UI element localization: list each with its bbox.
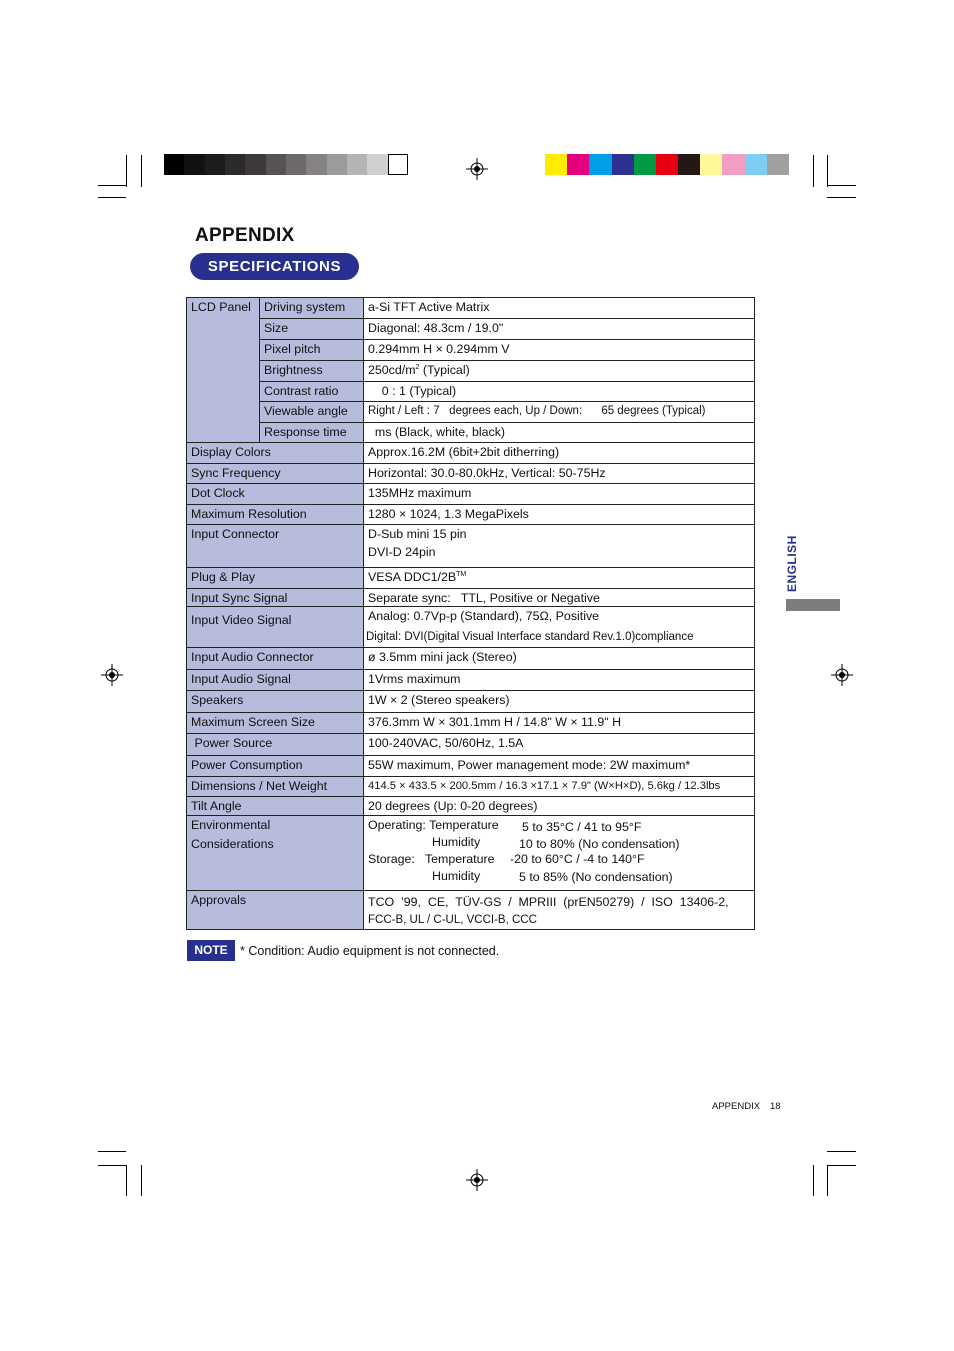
environmental-values: Operating: Temperature 5 to 35°C / 41 to 95°F Humidity 10 to 80% (No condensation) Storage: Temperature -20 to 60°C / -4 to 140°F Humidity 5 to 85% (No condensation)	[364, 816, 755, 891]
table-row	[187, 525, 755, 568]
spec-sublabel: Response time	[260, 423, 364, 443]
crop-mark	[813, 1165, 814, 1196]
crop-mark	[98, 197, 126, 198]
spec-value: 0 : 1 (Typical)	[364, 382, 755, 402]
table-row	[187, 402, 755, 423]
spec-label: Dimensions / Net Weight	[187, 777, 364, 797]
spec-label: Tilt Angle	[187, 797, 364, 816]
table-row	[187, 777, 755, 797]
table-row	[187, 340, 755, 361]
spec-label: Speakers	[187, 691, 364, 713]
table-row	[187, 607, 755, 648]
spec-label: Input Video Signal	[187, 607, 364, 648]
note-text: * Condition: Audio equipment is not connected.	[240, 944, 500, 958]
spec-value: 55W maximum, Power management mode: 2W maximum*	[364, 756, 755, 777]
table-row	[187, 484, 755, 505]
spec-sublabel: Brightness	[260, 361, 364, 382]
table-row	[187, 756, 755, 777]
section-pill: SPECIFICATIONS	[190, 253, 359, 280]
table-row	[187, 443, 755, 464]
page-number: 18	[770, 1101, 781, 1112]
spec-label: Input Audio Connector	[187, 648, 364, 670]
spec-value: D-Sub mini 15 pin DVI-D 24pin	[364, 525, 755, 568]
table-row	[187, 361, 755, 382]
page-title: APPENDIX	[195, 225, 295, 246]
spec-label: Sync Frequency	[187, 464, 364, 484]
spec-label: Display Colors	[187, 443, 364, 464]
crop-mark	[827, 1165, 828, 1196]
color-swatch	[656, 154, 679, 175]
spec-sublabel: Pixel pitch	[260, 340, 364, 361]
color-swatch	[245, 154, 266, 175]
spec-label: Maximum Resolution	[187, 505, 364, 525]
spec-label: Dot Clock	[187, 484, 364, 505]
color-swatch	[545, 154, 568, 175]
spec-value: VESA DDC1/2B™	[364, 568, 755, 589]
color-swatch	[327, 154, 348, 175]
footer-section-name: APPENDIX	[712, 1101, 761, 1112]
spec-value: 20 degrees (Up: 0-20 degrees)	[364, 797, 755, 816]
color-swatch	[184, 154, 205, 175]
spec-label: Environmental Considerations	[187, 816, 364, 891]
spec-value: Approx.16.2M (6bit+2bit ditherring)	[364, 443, 755, 464]
note-badge: NOTE	[187, 940, 235, 961]
spec-value: 376.3mm W × 301.1mm H / 14.8" W × 11.9" H	[364, 713, 755, 734]
table-row	[187, 568, 755, 589]
color-swatch	[225, 154, 246, 175]
language-tab-bar	[786, 599, 840, 611]
color-swatch	[589, 154, 612, 175]
spec-value: ms (Black, white, black)	[364, 423, 755, 443]
lcd-panel-label: LCD Panel	[187, 298, 260, 319]
table-row	[187, 691, 755, 713]
registration-mark-icon	[466, 1169, 488, 1191]
specifications-table	[186, 297, 755, 930]
table-row	[187, 464, 755, 484]
spec-value: $250cd/m^2$ (Typical)	[364, 361, 755, 382]
spec-label: Power Source	[187, 734, 364, 756]
table-row	[187, 816, 755, 891]
color-swatch	[164, 154, 185, 175]
spec-label: Power Consumption	[187, 756, 364, 777]
color-swatch	[745, 154, 768, 175]
table-row	[187, 319, 755, 340]
spec-label: Approvals	[187, 891, 364, 930]
table-row	[187, 423, 755, 443]
color-swatch	[722, 154, 745, 175]
spec-sublabel: Size	[260, 319, 364, 340]
registration-mark-icon	[101, 664, 123, 686]
table-row	[187, 589, 755, 607]
crop-mark	[126, 1165, 127, 1196]
spec-label: Input Audio Signal	[187, 670, 364, 691]
crop-mark	[827, 197, 856, 198]
spec-value: ø 3.5mm mini jack (Stereo)	[364, 648, 755, 670]
spec-label: Input Connector	[187, 525, 364, 568]
crop-mark	[827, 185, 856, 186]
table-row	[187, 505, 755, 525]
spec-value: 1W × 2 (Stereo speakers)	[364, 691, 755, 713]
crop-mark	[827, 1165, 856, 1166]
spec-value: Right / Left : 7 degrees each, Up / Down: 65 degrees (Typical)	[364, 402, 755, 423]
spec-value: 1280 × 1024, 1.3 MegaPixels	[364, 505, 755, 525]
table-row	[187, 797, 755, 816]
crop-mark	[98, 1151, 126, 1152]
spec-label: Plug & Play	[187, 568, 364, 589]
registration-mark-icon	[466, 158, 488, 180]
color-swatch	[286, 154, 307, 175]
spec-value: TCO ’99, CE, TÜV-GS / MPRIII (prEN50279) / ISO 13406-2, FCC-B, UL / C-UL, VCCI-B, CCC	[364, 891, 755, 930]
color-swatch	[700, 154, 723, 175]
table-row	[187, 648, 755, 670]
table-row	[187, 734, 755, 756]
spec-label: Input Sync Signal	[187, 589, 364, 607]
table-row	[187, 891, 755, 930]
color-swatch	[388, 154, 409, 175]
spec-value: Horizontal: 30.0-80.0kHz, Vertical: 50-75Hz	[364, 464, 755, 484]
crop-mark	[827, 1151, 856, 1152]
table-row	[187, 670, 755, 691]
spec-label: Maximum Screen Size	[187, 713, 364, 734]
color-swatch	[266, 154, 287, 175]
spec-sublabel: Viewable angle	[260, 402, 364, 423]
color-swatch	[678, 154, 701, 175]
color-swatch	[767, 154, 790, 175]
spec-sublabel: Contrast ratio	[260, 382, 364, 402]
spec-value: 0.294mm H × 0.294mm V	[364, 340, 755, 361]
spec-value: 1Vrms maximum	[364, 670, 755, 691]
table-row	[187, 298, 755, 319]
color-swatch	[205, 154, 226, 175]
crop-mark	[126, 155, 127, 187]
spec-value: a-Si TFT Active Matrix	[364, 298, 755, 319]
crop-mark	[141, 1165, 142, 1196]
spec-value: 100-240VAC, 50/60Hz, 1.5A	[364, 734, 755, 756]
color-swatch	[634, 154, 657, 175]
spec-value: Diagonal: 48.3cm / 19.0"	[364, 319, 755, 340]
spec-value: Separate sync: TTL, Positive or Negative	[364, 589, 755, 607]
spec-sublabel: Driving system	[260, 298, 364, 319]
crop-mark	[813, 155, 814, 187]
spec-value: 135MHz maximum	[364, 484, 755, 505]
color-swatch	[306, 154, 327, 175]
crop-mark	[141, 155, 142, 187]
crop-mark	[98, 185, 126, 186]
registration-mark-icon	[831, 664, 853, 686]
color-swatch	[612, 154, 635, 175]
color-swatch	[567, 154, 590, 175]
crop-mark	[98, 1165, 126, 1166]
spec-value: Analog: 0.7Vp-p (Standard), 75Ω, Positive Digital: DVI(Digital Visual Interface standard Rev.1.0)compliance	[364, 607, 755, 648]
color-swatch	[367, 154, 388, 175]
table-row	[187, 713, 755, 734]
color-swatch	[347, 154, 368, 175]
spec-value: 414.5 × 433.5 × 200.5mm / 16.3 ×17.1 × 7.9" (W×H×D), 5.6kg / 12.3lbs	[364, 777, 755, 797]
language-tab-label: ENGLISH	[785, 535, 799, 592]
table-row	[187, 382, 755, 402]
crop-mark	[827, 155, 828, 187]
